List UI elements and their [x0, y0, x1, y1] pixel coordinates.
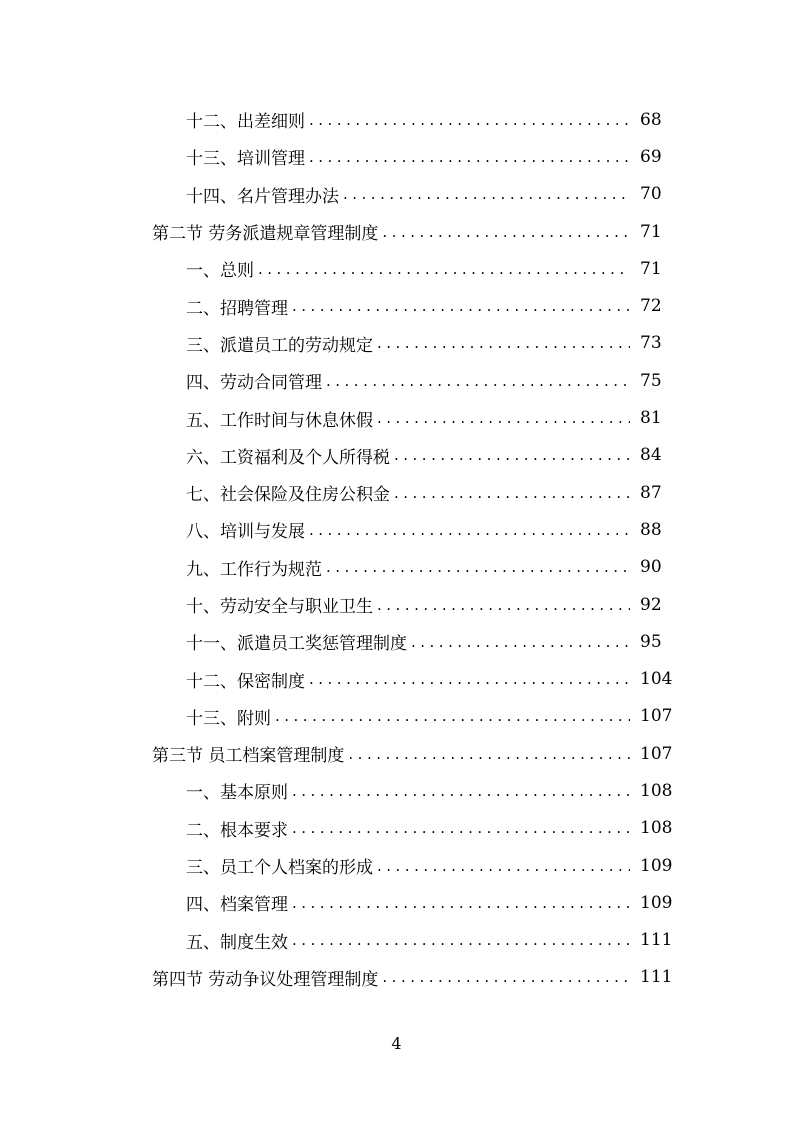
toc-entry-title: 十二、出差细则	[186, 112, 305, 133]
toc-entry-page: 81	[640, 408, 662, 429]
toc-entry-page: 107	[640, 706, 673, 727]
toc-subsection-entry[interactable]	[0, 287, 793, 324]
dot-leader	[343, 184, 630, 204]
toc-subsection-entry[interactable]	[0, 623, 793, 660]
dot-leader	[309, 147, 630, 167]
dot-leader	[377, 333, 630, 353]
dot-leader	[309, 110, 630, 130]
toc-subsection-entry[interactable]	[0, 511, 793, 548]
toc-entry-title: 十、劳动安全与职业卫生	[186, 597, 373, 617]
toc-subsection-entry[interactable]	[0, 138, 793, 175]
toc-entry-title: 第三节 员工档案管理制度	[152, 746, 345, 767]
toc-entry-title: 九、工作行为规范	[186, 559, 322, 580]
toc-entry-page: 71	[640, 258, 662, 279]
toc-entry-page: 108	[640, 780, 673, 801]
dot-leader	[309, 669, 630, 689]
toc-entry-page: 104	[640, 669, 673, 690]
dot-leader	[382, 967, 630, 987]
toc-entry-title: 五、制度生效	[186, 932, 288, 953]
toc-section-entry[interactable]	[0, 213, 793, 250]
dot-leader	[309, 520, 630, 540]
page-number: 4	[391, 1034, 402, 1053]
dot-leader	[348, 744, 630, 764]
toc-subsection-entry[interactable]	[0, 549, 793, 586]
toc-entry-page: 111	[640, 930, 673, 951]
toc-entry-title: 三、员工个人档案的形成	[186, 858, 373, 879]
toc-subsection-entry[interactable]	[0, 474, 793, 511]
dot-leader	[377, 408, 630, 428]
toc-entry-title: 七、社会保险及住房公积金	[186, 485, 390, 506]
toc-entry-title: 十三、培训管理	[186, 149, 305, 170]
toc-entry-title: 十二、保密制度	[186, 671, 305, 692]
dot-leader	[411, 632, 630, 652]
toc-subsection-entry[interactable]	[0, 176, 793, 213]
toc-subsection-entry[interactable]	[0, 362, 793, 399]
toc-entry-title: 二、招聘管理	[186, 298, 288, 319]
toc-entry-title: 十四、名片管理办法	[186, 186, 339, 207]
table-of-contents	[0, 101, 793, 996]
dot-leader	[275, 706, 630, 726]
toc-entry-page: 109	[640, 892, 673, 913]
dot-leader	[292, 296, 630, 316]
toc-entry-title: 二、根本要求	[186, 820, 288, 841]
toc-entry-title: 第二节 劳务派遣规章管理制度	[152, 224, 379, 245]
toc-entry-page: 73	[640, 333, 662, 354]
toc-entry-title: 一、总则	[186, 261, 254, 282]
dot-leader	[292, 818, 630, 838]
toc-subsection-entry[interactable]	[0, 772, 793, 809]
toc-subsection-entry[interactable]	[0, 810, 793, 847]
toc-entry-title: 八、培训与发展	[186, 522, 305, 543]
dot-leader	[258, 259, 630, 279]
toc-entry-page: 111	[640, 967, 673, 988]
dot-leader	[394, 445, 630, 465]
toc-entry-page: 90	[640, 557, 662, 578]
dot-leader	[377, 856, 630, 876]
toc-entry-page: 71	[640, 221, 662, 242]
toc-entry-title: 五、工作时间与休息休假	[186, 410, 373, 431]
toc-subsection-entry[interactable]	[0, 586, 793, 623]
toc-entry-page: 87	[640, 482, 662, 503]
dot-leader	[326, 557, 630, 577]
toc-subsection-entry[interactable]	[0, 660, 793, 697]
toc-entry-page: 88	[640, 519, 662, 540]
toc-subsection-entry[interactable]	[0, 437, 793, 474]
dot-leader	[292, 781, 630, 801]
toc-entry-page: 109	[640, 855, 673, 876]
toc-entry-page: 108	[640, 818, 673, 839]
dot-leader	[394, 483, 630, 503]
toc-subsection-entry[interactable]	[0, 922, 793, 959]
toc-subsection-entry[interactable]	[0, 698, 793, 735]
dot-leader	[292, 893, 630, 913]
toc-entry-page: 95	[640, 631, 662, 652]
dot-leader	[292, 930, 630, 950]
toc-entry-page: 84	[640, 445, 662, 466]
toc-entry-page: 68	[640, 109, 662, 130]
toc-entry-title: 四、档案管理	[186, 895, 288, 916]
toc-section-entry[interactable]	[0, 735, 793, 772]
toc-section-entry[interactable]	[0, 959, 793, 996]
toc-entry-title: 第四节 劳动争议处理管理制度	[152, 969, 379, 990]
toc-entry-title: 十三、附则	[186, 708, 271, 729]
toc-entry-title: 十一、派遣员工奖惩管理制度	[186, 634, 407, 655]
toc-subsection-entry[interactable]	[0, 399, 793, 436]
toc-entry-page: 70	[640, 184, 662, 205]
toc-entry-page: 107	[640, 743, 673, 764]
toc-entry-title: 六、工资福利及个人所得税	[186, 447, 390, 468]
toc-entry-page: 69	[640, 146, 662, 167]
toc-subsection-entry[interactable]	[0, 847, 793, 884]
toc-subsection-entry[interactable]	[0, 101, 793, 138]
toc-entry-title: 三、派遣员工的劳动规定	[186, 335, 373, 356]
toc-entry-title: 四、劳动合同管理	[186, 373, 322, 394]
toc-subsection-entry[interactable]	[0, 250, 793, 287]
toc-entry-page: 92	[640, 594, 662, 615]
dot-leader	[382, 222, 630, 242]
toc-entry-page: 72	[640, 296, 662, 317]
toc-entry-page: 75	[640, 370, 662, 391]
dot-leader	[326, 371, 630, 391]
dot-leader	[377, 595, 630, 615]
toc-subsection-entry[interactable]	[0, 884, 793, 921]
toc-entry-title: 一、基本原则	[186, 783, 288, 804]
toc-subsection-entry[interactable]	[0, 325, 793, 362]
